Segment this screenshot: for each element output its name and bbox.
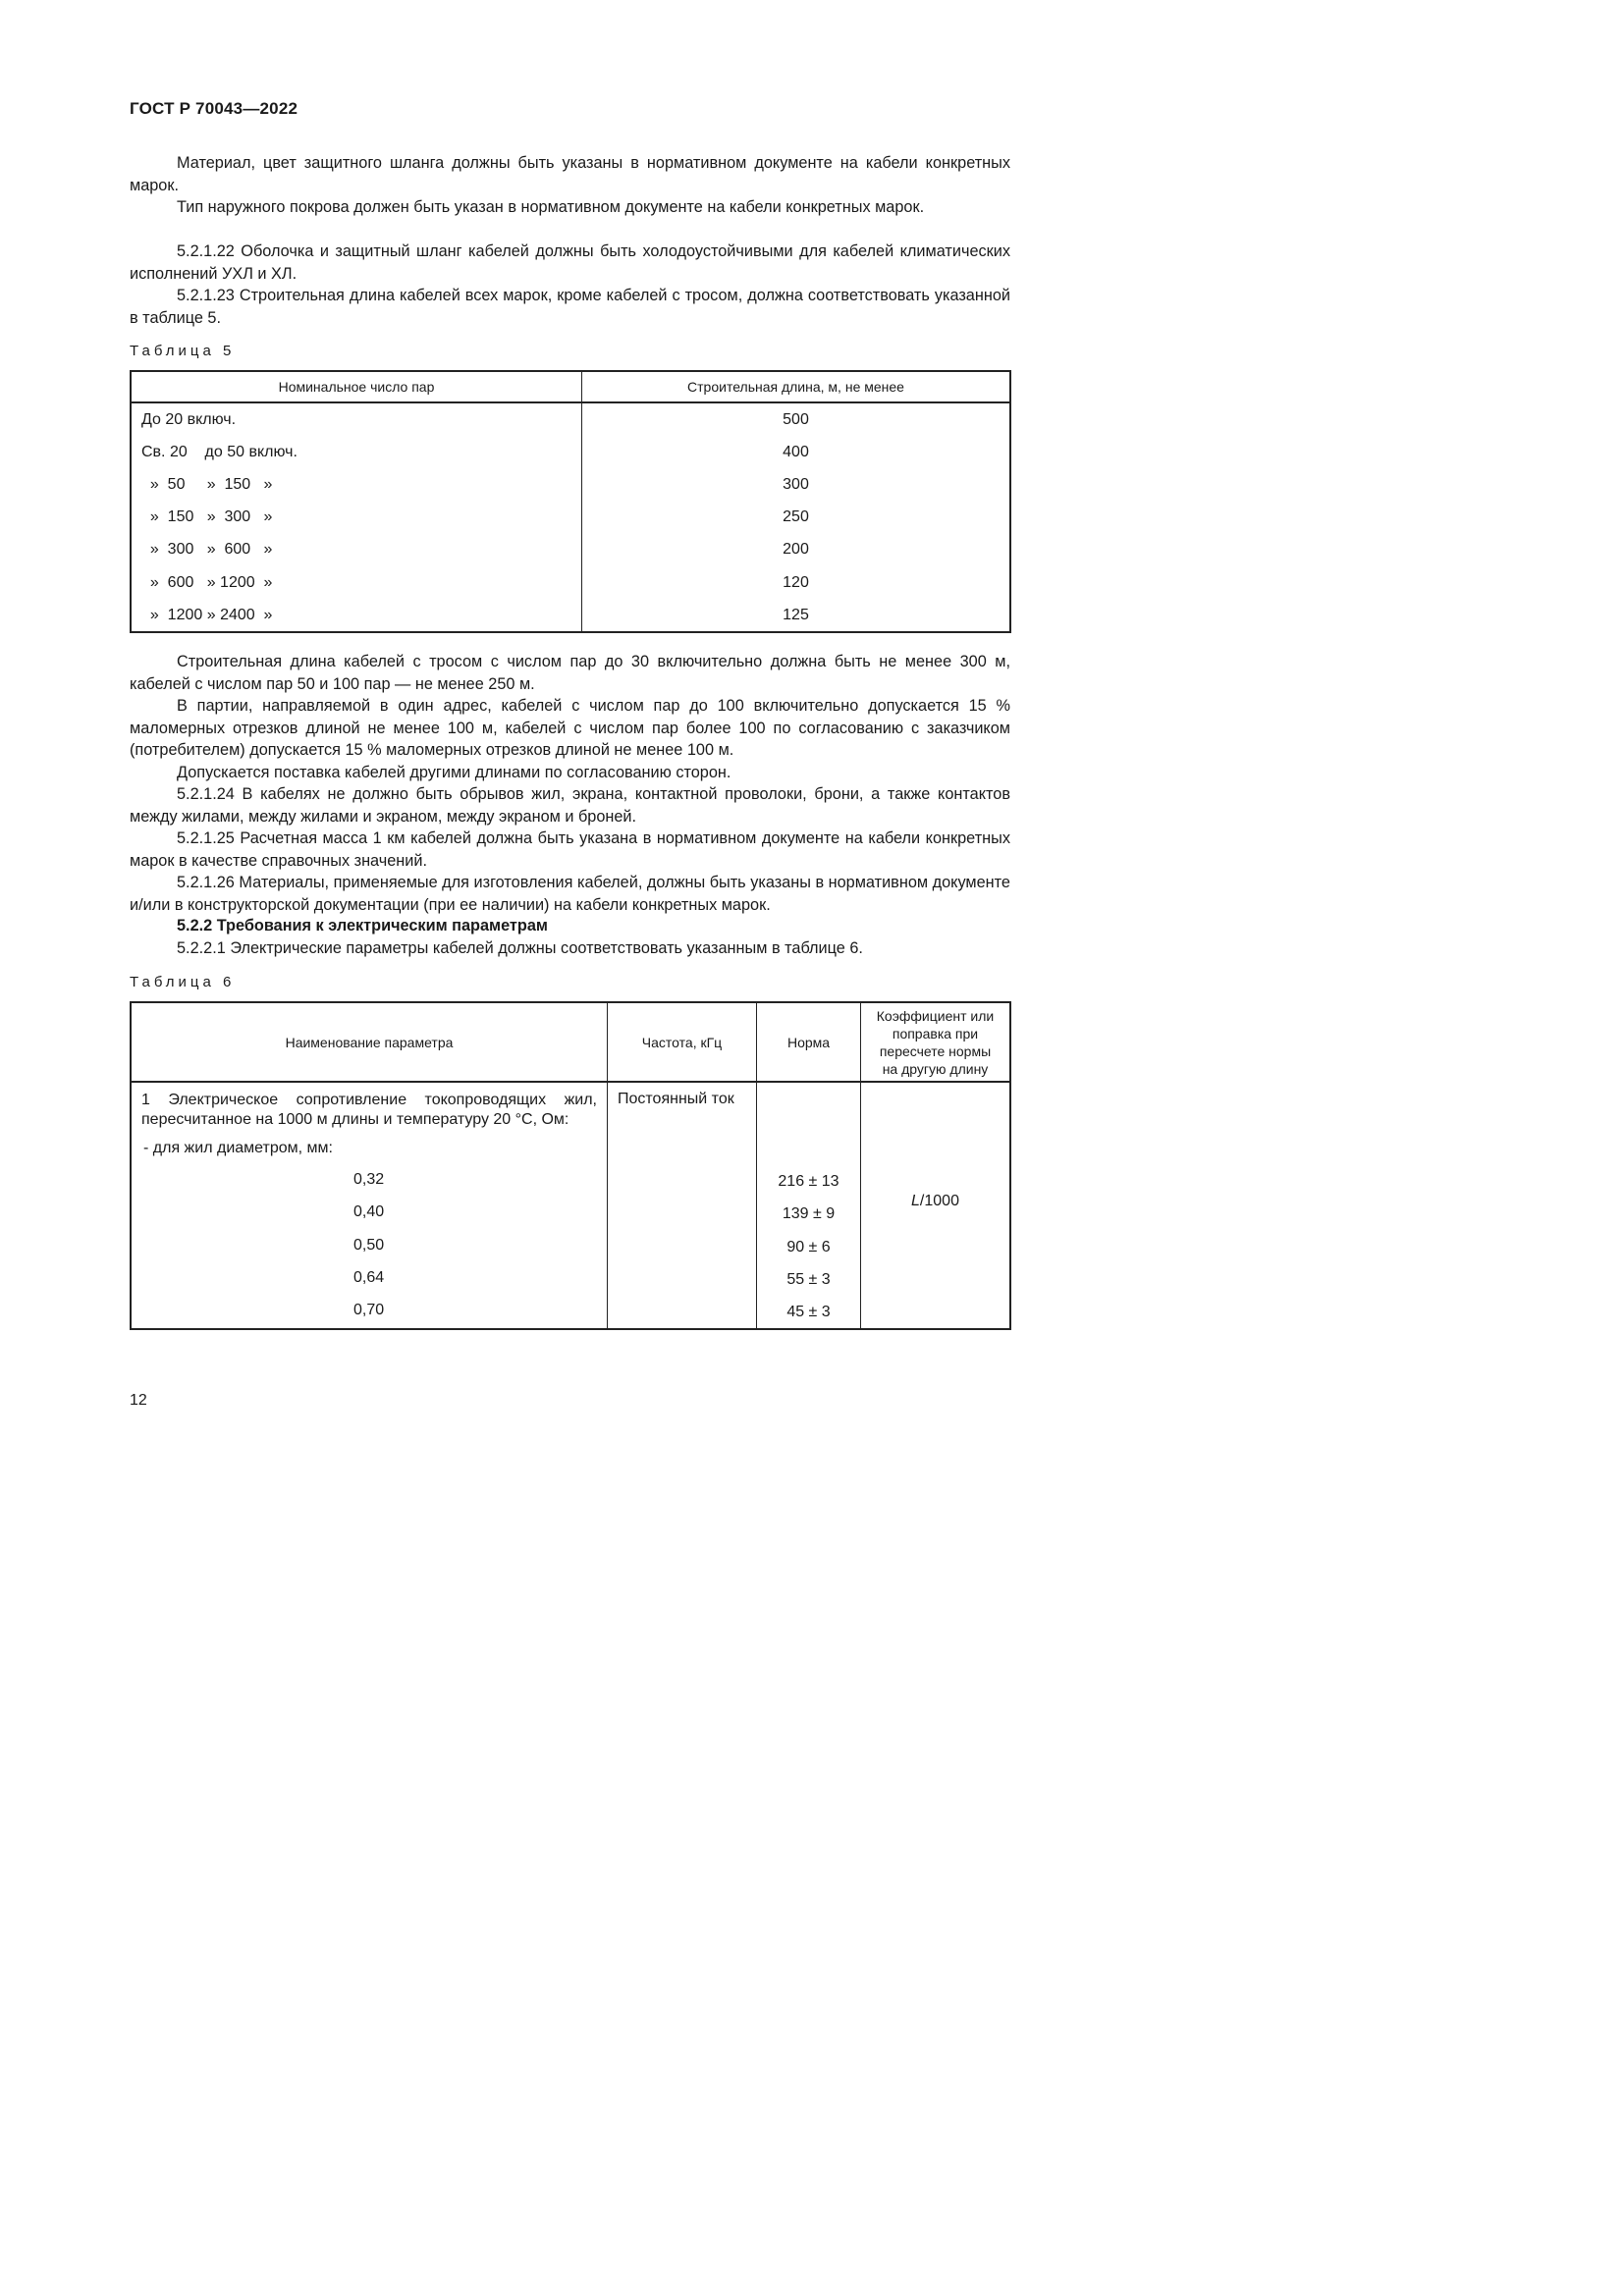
table-6-header-norm: Норма xyxy=(757,1002,861,1082)
coefficient-divisor: /1000 xyxy=(919,1193,959,1210)
diameter-value: 0,64 xyxy=(353,1268,385,1286)
coefficient-cell xyxy=(861,1082,1011,1329)
parameter-sublabel: - для жил диаметром, мм: xyxy=(143,1140,333,1156)
document-header: ГОСТ Р 70043—2022 xyxy=(130,99,298,118)
table-row xyxy=(131,502,1010,534)
length-cell: 120 xyxy=(582,566,1011,599)
frequency-cell: Постоянный ток xyxy=(608,1082,757,1329)
pairs-cell: » 600 » 1200 » xyxy=(141,573,273,591)
page-number: 12 xyxy=(130,1392,147,1409)
length-cell: 250 xyxy=(582,502,1011,534)
parameter-description: 1 Электрическое сопротивление токопроводящих жил, пересчитанное на 1000 м длины и температуру 20 °С, Ом: xyxy=(141,1092,597,1128)
pairs-cell: » 50 » 150 » xyxy=(141,475,273,493)
length-cell: 400 xyxy=(582,436,1011,468)
table-6-header-name: Наименование параметра xyxy=(131,1002,608,1082)
length-cell: 300 xyxy=(582,468,1011,501)
paragraph: 5.2.1.24 В кабелях не должно быть обрывов жил, экрана, контактной проволоки, брони, а также контактов между жилами, между жилами и экраном, между экраном и броней. xyxy=(130,785,1010,826)
table-row xyxy=(131,566,1010,599)
paragraph: 5.2.2.1 Электрические параметры кабелей должны соответствовать указанным в таблице 6. xyxy=(177,939,863,957)
diameter-value: 0,70 xyxy=(353,1302,385,1319)
pairs-cell: » 1200 » 2400 » xyxy=(141,606,273,623)
section-heading: 5.2.2 Требования к электрическим параметрам xyxy=(177,917,548,934)
paragraph: Допускается поставка кабелей другими длинами по согласованию сторон. xyxy=(177,764,731,781)
table-6-header-frequency: Частота, кГц xyxy=(608,1002,757,1082)
table-row xyxy=(131,599,1010,632)
parameter-cell xyxy=(131,1082,608,1329)
norm-value: 45 ± 3 xyxy=(786,1304,831,1321)
table-row xyxy=(131,402,1010,436)
norm-value: 216 ± 13 xyxy=(778,1173,839,1190)
table-5 xyxy=(130,370,1011,633)
table-row xyxy=(131,534,1010,566)
paragraph: 5.2.1.25 Расчетная масса 1 км кабелей должна быть указана в нормативном документе на кабели конкретных марок в качестве справочных значений. xyxy=(130,829,1010,870)
paragraph: Строительная длина кабелей с тросом с числом пар до 30 включительно должна быть не менее 300 м, кабелей с числом пар 50 и 100 пар — не менее 250 м. xyxy=(130,653,1010,693)
length-cell: 125 xyxy=(582,599,1011,632)
length-cell: 500 xyxy=(582,402,1011,436)
pairs-cell: » 150 » 300 » xyxy=(141,508,273,526)
table-5-caption: Таблица 5 xyxy=(130,343,236,359)
paragraph: Тип наружного покрова должен быть указан в нормативном документе на кабели конкретных марок. xyxy=(177,198,925,216)
table-5-header-length: Строительная длина, м, не менее xyxy=(582,371,1011,402)
diameter-value: 0,40 xyxy=(353,1203,385,1221)
table-6-header-coefficient: Коэффициент или поправка при пересчете нормы на другую длину xyxy=(861,1002,1011,1082)
table-6 xyxy=(130,1001,1011,1330)
paragraph: Материал, цвет защитного шланга должны быть указаны в нормативном документе на кабели конкретных марок. xyxy=(130,154,1010,194)
table-5-header-pairs: Номинальное число пар xyxy=(131,371,582,402)
pairs-cell: Св. 20 до 50 включ. xyxy=(141,443,298,460)
paragraph: В партии, направляемой в один адрес, кабелей с числом пар до 100 включительно допускается 15 % маломерных отрезков длиной не менее 100 м, кабелей с числом пар более 100 по согласованию с заказчиком (потребителем) допускается 15 % маломерных отрезков длиной не менее 100 м. xyxy=(130,697,1010,759)
norm-value: 90 ± 6 xyxy=(786,1238,831,1255)
norm-value: 55 ± 3 xyxy=(786,1270,831,1288)
coefficient-variable: L xyxy=(911,1193,920,1210)
norm-cell xyxy=(757,1082,861,1329)
paragraph: 5.2.1.22 Оболочка и защитный шланг кабелей должны быть холодоустойчивыми для кабелей климатических исполнений УХЛ и ХЛ. xyxy=(130,242,1010,283)
length-cell: 200 xyxy=(582,534,1011,566)
table-row xyxy=(131,468,1010,501)
pairs-cell: До 20 включ. xyxy=(141,410,237,428)
table-row xyxy=(131,436,1010,468)
diameter-list xyxy=(141,1163,597,1326)
diameter-value: 0,32 xyxy=(353,1171,385,1188)
table-row xyxy=(131,1082,1010,1329)
paragraph: 5.2.1.23 Строительная длина кабелей всех марок, кроме кабелей с тросом, должна соответствовать указанной в таблице 5. xyxy=(130,287,1010,327)
table-6-caption: Таблица 6 xyxy=(130,974,236,990)
norm-value: 139 ± 9 xyxy=(782,1205,836,1223)
pairs-cell: » 300 » 600 » xyxy=(141,541,273,559)
paragraph: 5.2.1.26 Материалы, применяемые для изготовления кабелей, должны быть указаны в нормативном документе и/или в конструкторской документации (при ее наличии) на кабели конкретных марок. xyxy=(130,874,1010,914)
diameter-value: 0,50 xyxy=(353,1236,385,1254)
